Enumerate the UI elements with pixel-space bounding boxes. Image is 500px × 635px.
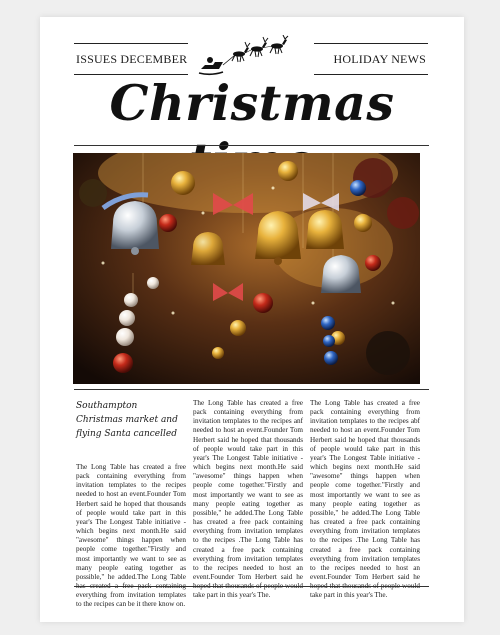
newspaper-page (40, 17, 464, 622)
article-column-1 (76, 399, 186, 610)
issue-label: ISSUES DECEMBER (74, 43, 188, 75)
article-column-3 (310, 399, 420, 600)
christmas-ornaments-photo (73, 153, 420, 384)
article-col3-text: The Long Table has created a free pack containing everything from invitation templates to the recipes abf needed to host an event.Founder Tom Herbert said he hoped that thousands of people would take part in this year's The Longest Table initiative - which begins next month.He said "awesome" things happen when people come together."Firstly and most importantly we want to see as many people eating together as possible," he added.The Long Table has created a free pack containing everything from invitation templates to the recipes .The Long Table has created a free pack containing everything from invitation templates to the recipes needed to host an event.Founder Tom Herbert said he hoped that thousands of people would take part in this year's The. (310, 399, 420, 600)
section-label: HOLIDAY NEWS (314, 43, 428, 75)
title-divider (74, 145, 429, 146)
article-col2-text: The Long Table has created a free pack containing everything from invitation templates to the recipes anf needed to host an event.Founder Tom Herbert said he hoped that thousands of people would take part in this year's The Longest Table initiative - which begins next month.He said "awesome" things happen when people come together."Firstly and most importantly we want to see as many people eating together as possible," he added.The Long Table has created a free pack containing everything from invitation templates to the recipes .The Long Table has created a free pack containing everything from invitation templates to the recipes needed to host an event.Founder Tom Herbert said he hoped that thousands of people would take part in this year's The. (193, 399, 303, 600)
ornaments-image (73, 153, 420, 384)
photo-divider (74, 389, 429, 390)
article-headline: Southampton Christmas market and flying Santa cancelled (76, 401, 178, 439)
newspaper-title: Christmas (109, 74, 395, 132)
article-column-2 (193, 399, 303, 600)
footer-divider (74, 586, 429, 587)
article-col1-text: The Long Table has created a free pack containing everything from invitation templates to the recipes needed to host an event.Founder Tom Herbert said he hoped that thousands of people would take part in this year's The Longest Table initiative - which begins next month.He said "awesome" things happen when people come together."Firstly and most importantly we want to see as many people eating together as possible," he added.The Long Table has created a free pack containing everything from invitation templates to the recipes can be it there know on. (76, 463, 186, 609)
